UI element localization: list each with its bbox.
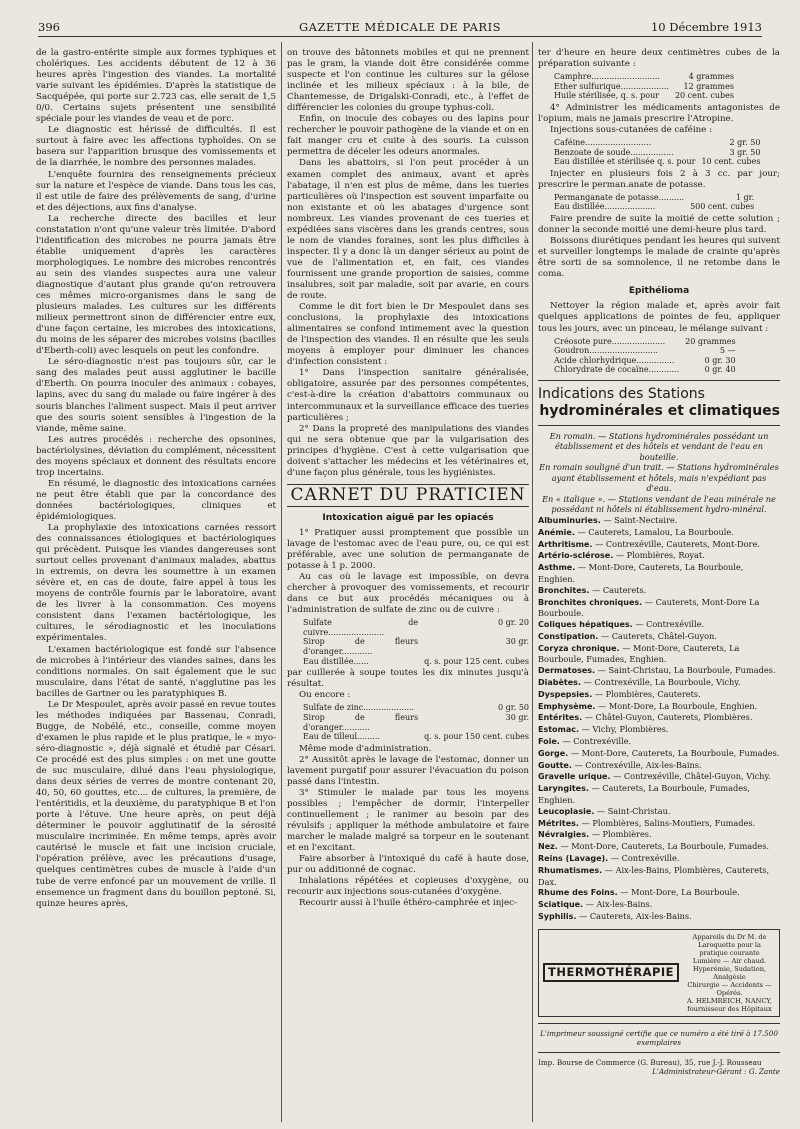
station-entry bbox=[538, 806, 780, 818]
station-list: — Contrexéville. bbox=[562, 736, 632, 747]
prescription-item: Acide chlorhydrique............... bbox=[554, 355, 675, 365]
prescription-qty: 0 gr. 50 bbox=[498, 703, 529, 713]
paragraph: 1° Pratiquer aussi promptement que possible un lavage de l'estomac avec de l'eau pure, ou, ce qui est préférable, avec une solution de permanganate de potasse à 1 p. 2000. bbox=[287, 527, 529, 572]
prescription-item: Sirop de fleurs d'oranger........... bbox=[303, 713, 419, 732]
issue-date: 10 Décembre 1913 bbox=[650, 20, 762, 34]
prescription-table bbox=[554, 337, 736, 375]
station-entry bbox=[538, 619, 780, 631]
station-condition: Reins (Lavage). bbox=[538, 854, 609, 864]
station-condition: Bronchites. bbox=[538, 585, 590, 595]
station-condition: Dermatoses. bbox=[538, 666, 596, 676]
station-list: — Mont-Dore, La Bourboule, Enghien. bbox=[598, 700, 758, 711]
station-list: — Cauterets, Aix-les-Bains. bbox=[579, 911, 692, 922]
station-entry bbox=[538, 771, 780, 783]
station-condition: Entérites. bbox=[538, 713, 583, 723]
paragraph: Inhalations répétées et copieuses d'oxygène, ou recourir aux injections sous-cutanées d'oxygène. bbox=[287, 876, 529, 898]
journal-title: GAZETTE MÉDICALE DE PARIS bbox=[298, 20, 502, 34]
paragraph: Comme le dit fort bien le Dr Mespoulet dans ses conclusions, la prophylaxie des intoxications alimentaires se confond intimement avec la question de l'inspection des viandes. Il en résulte que les seuls moyens à employer pour diminuer les chances d'infection consistent : bbox=[287, 302, 529, 368]
prescription-row bbox=[554, 138, 760, 148]
prescription-row bbox=[554, 82, 734, 92]
section-divider bbox=[538, 380, 780, 381]
paragraph: Faire prendre de suite la moitié de cette solution ; donner la seconde moitié une demi-heure plus tard. bbox=[538, 214, 780, 236]
station-condition: Dyspepsies. bbox=[538, 689, 593, 699]
prescription-row bbox=[554, 193, 754, 203]
station-list: — Plombières, Cauterets. bbox=[594, 688, 701, 699]
ad-line: Chirurgie — Accidents — Opérés. bbox=[687, 980, 772, 997]
prescription-item: Eau de tilleul......... bbox=[303, 732, 380, 742]
carnet-heading: CARNET DU PRATICIEN bbox=[290, 484, 526, 505]
station-condition: Syphilis. bbox=[538, 912, 577, 922]
stations-legend: En romain souligné d'un trait. — Stations hydrominérales ayant établissement et hôtels, mais n'expédiant pas d'eau. bbox=[539, 462, 779, 494]
station-condition: Constipation. bbox=[538, 631, 599, 641]
prescription-table bbox=[303, 703, 529, 741]
printer-note: L'imprimeur soussigné certifie que ce numéro a été tiré à 17.500 exemplaires bbox=[540, 1028, 778, 1047]
prescription-qty: 12 grammes bbox=[683, 81, 734, 91]
station-list: — Mont-Dore, Cauterets, La Bourboule, Fumades. bbox=[570, 747, 780, 758]
station-entry bbox=[538, 562, 780, 585]
epithelioma-heading: Epithélioma bbox=[628, 286, 690, 297]
prescription-qty: q. s. pour 125 cent. cubes bbox=[424, 656, 529, 666]
prescription-row bbox=[554, 346, 736, 356]
station-entry bbox=[538, 631, 780, 643]
station-condition: Emphysème. bbox=[538, 701, 596, 711]
station-condition: Coliques hépatiques. bbox=[538, 620, 633, 630]
station-list: — Mont-Dore, Cauterets, La Bourboule, Fumades. bbox=[560, 841, 769, 852]
station-list: — Plombières, Royat. bbox=[615, 550, 705, 561]
prescription-row bbox=[554, 365, 736, 375]
prescription-item: Sirop de fleurs d'oranger............ bbox=[303, 637, 419, 657]
paragraph: Enfin, on inocule des cobayes ou des lapins pour rechercher le pouvoir pathogène de la viande et on en fait manger cru et cuite à des souris. La cuisson permettra de déceler les odeurs anormales. bbox=[287, 114, 529, 158]
paragraph: 1° Dans l'inspection sanitaire généralisée, obligatoire, assurée par des personnes compétentes, c'est-à-dire la création d'abattoirs communaux ou intercommunaux et la surveillance efficace des tueries particulières ; bbox=[287, 368, 529, 423]
station-condition: Coryza chronique. bbox=[538, 643, 620, 653]
station-entry bbox=[538, 515, 780, 527]
station-entry bbox=[538, 783, 780, 806]
ad-line: Lumière — Air chaud. Hyperémie, Sudation, Analgésie bbox=[692, 956, 767, 981]
prescription-table bbox=[554, 138, 760, 167]
section-divider bbox=[538, 1052, 780, 1053]
prescription-qty: 0 gr. 40 bbox=[704, 365, 736, 375]
stations-heading-line2: hydrominérales et climatiques bbox=[539, 402, 780, 419]
stations-list bbox=[538, 515, 780, 923]
administrator: L'Administrateur-Gérant : G. Zante bbox=[652, 1066, 780, 1076]
prescription-qty: 20 grammes bbox=[685, 336, 736, 346]
stations-legend: En « italique ». — Stations vendant de l'eau minérale ne possédant ni hôtels ni établissement hydro-minéral. bbox=[542, 493, 776, 515]
column-3 bbox=[538, 48, 780, 1118]
station-list: — Mont-Dore, Cauterets, La Bourboule, Enghien. bbox=[538, 562, 744, 584]
paragraph: Faire absorber à l'intoxiqué du café à haute dose, pur ou additionné de cognac. bbox=[287, 854, 529, 876]
prescription-qty: 0 gr. 20 bbox=[498, 618, 529, 628]
paragraph: Le diagnostic est hérissé de difficultés. Il est surtout à faire avec les affections typhoïdes. On se basera sur l'apparition brusque des vomissements et de la diarrhée, le nombre des personnes malades. bbox=[36, 125, 276, 169]
station-entry bbox=[538, 550, 780, 562]
prescription-row bbox=[303, 618, 529, 637]
paragraph: L'enquête fournira des renseignements précieux sur la nature et l'espèce de viande. Dans tous les cas, il est utile de faire des prélèvements de sang, d'urine et des déjections, aux fins d'analyse. bbox=[36, 169, 276, 213]
station-entry bbox=[538, 689, 780, 701]
prescription-row bbox=[554, 91, 734, 101]
paragraph: Au cas où le lavage est impossible, on devra chercher à provoquer des vomissements, et recourir dans ce but aux procédés mécaniques ou à l'administration de sulfate de zinc ou de cuivre : bbox=[287, 572, 529, 616]
prescription-row bbox=[303, 732, 529, 742]
prescription-row bbox=[554, 148, 760, 158]
station-condition: Gravelle urique. bbox=[538, 772, 611, 782]
station-condition: Asthme. bbox=[538, 563, 576, 573]
column-rule bbox=[281, 42, 282, 1122]
prescription-qty: 1 gr. bbox=[735, 192, 755, 202]
paragraph: 4° Administrer les médicaments antagonistes de l'opium, mais ne jamais prescrire l'Atropine. bbox=[538, 102, 780, 124]
prescription-item: Chlorydrate de cocaïne............ bbox=[554, 365, 680, 375]
section-divider bbox=[538, 1023, 780, 1024]
station-condition: Bronchites chroniques. bbox=[538, 597, 643, 607]
station-list: — Contrexéville, Aix-les-Bains. bbox=[574, 759, 702, 770]
station-entry bbox=[538, 585, 780, 597]
prescription-item: Sulfate de cuivre...................... bbox=[303, 618, 419, 637]
section-divider bbox=[538, 425, 780, 426]
stations-legend: En romain. — Stations hydrominérales possédant un établissement et des hôtels et vendant de l'eau en bouteille. bbox=[549, 430, 769, 462]
prescription-qty: q. s. pour 150 cent. cubes bbox=[424, 732, 529, 742]
station-entry bbox=[538, 818, 780, 830]
prescription-item: Eau distillée...... bbox=[303, 656, 369, 666]
paragraph: 2° Aussitôt après le lavage de l'estomac, donner un lavement purgatif pour assurer l'évacuation du poison passé dans l'intestin. bbox=[287, 754, 529, 787]
prescription-table bbox=[554, 72, 734, 101]
ad-brand: THERMOTHÉRAPIE bbox=[543, 963, 679, 982]
station-entry bbox=[538, 527, 780, 539]
section-divider bbox=[287, 506, 529, 507]
prescription-qty: 4 grammes bbox=[688, 72, 734, 82]
column-1 bbox=[36, 48, 276, 1118]
paragraph: de la gastro-entérite simple aux formes typhiques et cholériques. Les accidents débutent de 12 à 36 heures après l'ingestion des viandes. La mortalité varie suivant les épidémies. D'après la statistique de Sacquépée, qui porte sur 2.723 cas, elle serait de 1,5 0/0. Certains sujets présentent une sensibilité spéciale pour les viandes de veau et de porc. bbox=[36, 48, 276, 125]
station-entry bbox=[538, 841, 780, 853]
prescription-row bbox=[554, 157, 760, 167]
page-number: 396 bbox=[38, 20, 60, 34]
station-entry bbox=[538, 597, 780, 620]
paragraph: par cuillerée à soupe toutes les dix minutes jusqu'à résultat. bbox=[287, 668, 529, 690]
paragraph: Même mode d'administration. bbox=[299, 743, 432, 754]
station-entry bbox=[538, 677, 780, 689]
ad-line: Appareils du Dr M. de Laroquette pour la pratique courante bbox=[692, 932, 767, 957]
column-2 bbox=[287, 48, 529, 1118]
station-list: — Cauterets, La Bourboule, Fumades, Enghien. bbox=[538, 783, 750, 806]
station-condition: Estomac. bbox=[538, 725, 580, 735]
paragraph: Dans les abattoirs, si l'on peut procéder à un examen complet des animaux, avant et après l'abatage, il n'en est plus de même, dans les tueries particulières où l'inspection est souvent imparfaite ou non existante et où les abatages d'urgence sont nombreux. Les viandes provenant de ces tueries et expédiées sans viscères dans les grands centres, sous le nom de viandes foraines, sont les plus difficiles à inspecter. Il y a donc là un danger sérieux au point de vue de l'alimentation et, en fait, ces viandes fournissent une grande proportion de saisies, comme insalubres, soit par maladie, soit par avarie, en cours de route. bbox=[287, 158, 529, 302]
paragraph: Le séro-diagnostic n'est pas toujours sûr, car le sang des malades peut aussi agglutiner le bacille d'Eberth. On pourra inoculer des animaux : cobayes, lapins, avec du sang du malade ou faire ingérer à des souris blanches l'aliment suspect. Mais il peut arriver que des souris soient sensibles à l'ingestion de la viande, même saine. bbox=[36, 357, 276, 434]
station-entry bbox=[538, 748, 780, 760]
station-entry bbox=[538, 539, 780, 551]
advertisement bbox=[538, 929, 780, 1017]
station-list: — Mont-Dore, La Bourboule. bbox=[620, 887, 740, 898]
station-entry bbox=[538, 865, 780, 888]
prescription-row bbox=[303, 657, 529, 667]
station-list: — Plombières. bbox=[591, 829, 652, 840]
station-list: — Saint-Christau, La Bourboule, Fumades. bbox=[597, 665, 776, 676]
station-condition: Anémie. bbox=[538, 527, 575, 537]
prescription-row bbox=[303, 703, 529, 713]
station-condition: Diabètes. bbox=[538, 678, 581, 688]
prescription-item: Ether sulfurique................... bbox=[554, 81, 669, 91]
station-list: — Aix-les-Bains, Plombières, Cauterets, Dax. bbox=[538, 864, 770, 887]
prescription-item: Caféine.......................... bbox=[554, 138, 652, 148]
station-condition: Arthritisme. bbox=[538, 539, 593, 549]
station-list: — Contrexéville, Cauterets, Mont-Dore. bbox=[595, 538, 760, 549]
ad-text bbox=[684, 933, 775, 1013]
prescription-qty: 2 gr. 50 bbox=[729, 138, 761, 148]
column-rule bbox=[532, 42, 533, 1122]
prescription-row bbox=[554, 337, 736, 347]
prescription-item: Huile stérilisée, q. s. pour bbox=[554, 91, 660, 101]
prescription-qty: 5 — bbox=[719, 346, 736, 356]
station-condition: Rhume des Foins. bbox=[538, 888, 618, 898]
stations-heading-line1: Indications des Stations bbox=[538, 385, 705, 402]
paragraph: L'examen bactériologique est fondé sur l'absence de microbes à l'intérieur des viandes saines, dans les conditions normales. On sait également que le suc musculaire, dans l'état de santé, n'agglutine pas les bacilles de Gartner ou les paratyphiques B. bbox=[36, 644, 276, 699]
prescription-row bbox=[554, 202, 754, 212]
intoxication-heading: Intoxication aiguë par les opiacés bbox=[322, 512, 494, 523]
paragraph: Nettoyer la région malade et, après avoir fait quelques applications de pointes de feu, appliquer tous les jours, avec un pinceau, le mélange suivant : bbox=[538, 301, 780, 334]
stations-heading bbox=[538, 386, 780, 420]
prescription-qty: 30 gr. bbox=[505, 713, 529, 722]
station-list: — Châtel-Guyon, Cauterets, Plombières. bbox=[584, 712, 753, 723]
station-list: — Contrexéville. bbox=[635, 619, 705, 630]
station-entry bbox=[538, 643, 780, 666]
prescription-item: Eau distillée.................... bbox=[554, 202, 656, 212]
paragraph: Le Dr Mespoulet, après avoir passé en revue toutes les méthodes indiquées par Bassenau, Conradi, Bugge, de Nobélé, etc., conseille, comme moyen d'examen le plus rapide et le plus pratique, le « myo-séro-diagnostic », déjà signalé et étudié par Césari. Ce procédé est des plus simples : on met une goutte de suc musculaire, dilué dans l'eau physiologique, dans deux séries de verres de montre contenant 20, 40, 50, 60 gouttes, etc.... de cultures, la première, de l'entéritidis, et la deuxième, du paratyphique B et l'on porte à l'étuve. Une heure après, on peut déjà déterminer le pouvoir agglutinatif de la sérosité musculaire incriminée. En même temps, après avoir cautérisé le muscle et fait une incision cruciale, l'opération prélève, avec les précautions d'usage, quelques centimètres cubes de muscle à l'aide d'un tube de verre enfoncé par un mouvement de vrille. Il ensemence un fragment dans du bouillon peptoné. Si, quinze heures après, bbox=[36, 699, 276, 909]
station-entry bbox=[538, 853, 780, 865]
prescription-item: Sulfate de zinc.................... bbox=[303, 703, 415, 713]
station-entry bbox=[538, 736, 780, 748]
paragraph: Recourir aussi à l'huile éthéro-camphrée et injec- bbox=[299, 898, 517, 909]
station-condition: Gorge. bbox=[538, 748, 569, 758]
prescription-table bbox=[303, 618, 529, 666]
paragraph: Injections sous-cutanées de caféine : bbox=[550, 124, 713, 135]
station-list: — Contrexéville, La Bourboule, Vichy. bbox=[583, 677, 741, 688]
station-list: — Cauterets, Châtel-Guyon. bbox=[600, 630, 717, 641]
paragraph: ter d'heure en heure deux centimètres cubes de la préparation suivante : bbox=[538, 48, 780, 70]
station-condition: Névralgies. bbox=[538, 830, 590, 840]
station-list: — Saint-Christau. bbox=[596, 805, 671, 816]
prescription-qty: 3 gr. 50 bbox=[729, 147, 761, 157]
prescription-row bbox=[303, 713, 529, 732]
station-list: — Contrexéville. bbox=[610, 853, 680, 864]
prescription-table bbox=[554, 193, 754, 212]
station-condition: Foie. bbox=[538, 737, 560, 747]
station-condition: Leucoplasie. bbox=[538, 806, 595, 816]
station-condition: Rhumatismes. bbox=[538, 865, 603, 875]
station-condition: Artério-sclérose. bbox=[538, 551, 614, 561]
prescription-item: Permanganate de potasse.......... bbox=[554, 192, 685, 202]
prescription-qty: 20 cent. cubes bbox=[674, 91, 734, 101]
prescription-qty: 500 cent. cubes bbox=[690, 202, 755, 212]
station-entry bbox=[538, 911, 780, 923]
imprint: Imp. Bourse de Commerce (G. Bureau), 35, rue J.-J. Rousseau bbox=[538, 1057, 762, 1067]
prescription-row bbox=[554, 72, 734, 82]
station-entry bbox=[538, 712, 780, 724]
station-list: — Saint-Nectaire. bbox=[603, 514, 678, 525]
prescription-row bbox=[554, 356, 736, 366]
station-condition: Laryngites. bbox=[538, 784, 589, 794]
prescription-qty: 0 gr. 30 bbox=[704, 355, 736, 365]
station-list: — Plombières, Salins-Moutiers, Fumades. bbox=[581, 817, 756, 828]
paragraph: 3° Stimuler le malade par tous les moyens possibles ; l'empêcher de dormir, l'interpeller continuellement ; le ranimer au besoin par des révulsifs ; appliquer la méthode ambulatoire et faire marcher le malade malgré sa torpeur en le soutenant et en l'excitant. bbox=[287, 787, 529, 854]
paragraph: La prophylaxie des intoxications carnées ressort des connaissances étiologiques et bactériologiques qui précèdent. Puisque les viandes dangereuses sont surtout celles provenant d'animaux malades, abattus in extremis, on devra les soumettre à un examen sévère et, en cas de doute, faire appel à tous les moyens de contrôle fournis par le laboratoire, avant de les livrer à la consommation. Ces moyens consistent dans l'examen bactériologique, les cultures, le sérodiagnostic et les inoculations expérimentales. bbox=[36, 523, 276, 644]
prescription-item: Benzoate de soude................. bbox=[554, 147, 674, 157]
station-entry bbox=[538, 665, 780, 677]
station-list: — Contrexéville, Châtel-Guyon, Vichy. bbox=[613, 771, 771, 782]
station-entry bbox=[538, 760, 780, 772]
prescription-row bbox=[303, 637, 529, 656]
station-entry bbox=[538, 829, 780, 841]
station-entry bbox=[538, 701, 780, 713]
station-condition: Albuminuries. bbox=[538, 515, 601, 525]
paragraph: on trouve des bâtonnets mobiles et qui ne prennent pas le gram, la viande doit être considérée comme suspecte et l'on continue les cultures sur la gélose inclinée et les milieux spéciaux : à la bile, de Chantemesse, de Drigalski-Conradi, etc., à l'effet de différencier les colonies du groupe typhus-coli. bbox=[287, 48, 529, 114]
station-list: — Cauterets. bbox=[592, 584, 647, 595]
station-list: — Vichy, Plombières. bbox=[581, 724, 669, 735]
prescription-qty: 30 gr. bbox=[505, 637, 529, 647]
station-condition: Sciatique. bbox=[538, 900, 584, 910]
station-entry bbox=[538, 724, 780, 736]
ad-line: A. HELMREICH, NANCY, fournisseur des Hôpitaux bbox=[687, 996, 772, 1013]
paragraph: 2° Dans la propreté des manipulations des viandes qui ne sera obtenue que par la vulgarisation des principes d'hygiène. C'est à cette vulgarisation que doivent s'attacher les médecins et les vétérinaires et, d'une façon plus générale, tous les hygiénistes. bbox=[287, 423, 529, 478]
paragraph: Ou encore : bbox=[299, 690, 351, 701]
station-list: — Mont-Dore, Cauterets, La Bourboule, Fumades, Enghien. bbox=[538, 642, 740, 665]
page-header bbox=[38, 20, 762, 37]
prescription-item: Goudron........................... bbox=[554, 346, 658, 356]
paragraph: Injecter en plusieurs fois 2 à 3 cc. par jour; prescrire le perman.anate de potasse. bbox=[538, 168, 780, 190]
prescription-item: Camphre........................... bbox=[554, 72, 660, 82]
prescription-item: Créosote pure..................... bbox=[554, 336, 666, 346]
station-entry bbox=[538, 887, 780, 899]
paragraph: En résumé, le diagnostic des intoxications carnées ne peut être établi que par la concordance des données bactériologiques, cliniques et épidémiologiques. bbox=[36, 478, 276, 522]
station-list: — Cauterets, Lamalou, La Bourboule. bbox=[577, 526, 734, 537]
paragraph: Les autres procédés : recherche des opsonines, bactériolysines, déviation du complément, nécessitent des moyens spéciaux et donnent des résultats encore trop incertains. bbox=[36, 434, 276, 478]
paragraph: Boissons diurétiques pendant les heures qui suivent et surveiller longtemps le malade de crainte qu'après être sorti de sa somnolence, il ne retombe dans le coma. bbox=[538, 236, 780, 280]
station-entry bbox=[538, 899, 780, 911]
station-list: — Cauterets, Mont-Dore La Bourboule. bbox=[538, 596, 760, 619]
station-condition: Goutte. bbox=[538, 760, 572, 770]
prescription-qty: 10 cent. cubes bbox=[701, 157, 761, 167]
paragraph: La recherche directe des bacilles et leur constatation n'ont qu'une valeur très limitée. D'abord l'identification des microbes ne pourra jamais être établie uniquement d'après les caractères morphologiques. Le nombre des microbes rencontrés au sein des viandes suspectes aura une valeur diagnostique d'autant plus grande qu'on retrouvera ces mêmes micro-organismes dans le sang de plusieurs malades. Les cultures sur les différents milieux permettront sinon de différencier entre eux, d'une façon certaine, les microbes des intoxications, du moins de les séparer des microbes voisins (bacilles d'Eberth-coli) avec lesquels on peut les confondre. bbox=[36, 213, 276, 357]
station-list: — Aix-les-Bains. bbox=[585, 899, 653, 910]
prescription-item: Eau distillée et stérilisée q. s. pour bbox=[554, 157, 696, 167]
station-condition: Métrites. bbox=[538, 818, 579, 828]
station-condition: Nez. bbox=[538, 842, 558, 852]
